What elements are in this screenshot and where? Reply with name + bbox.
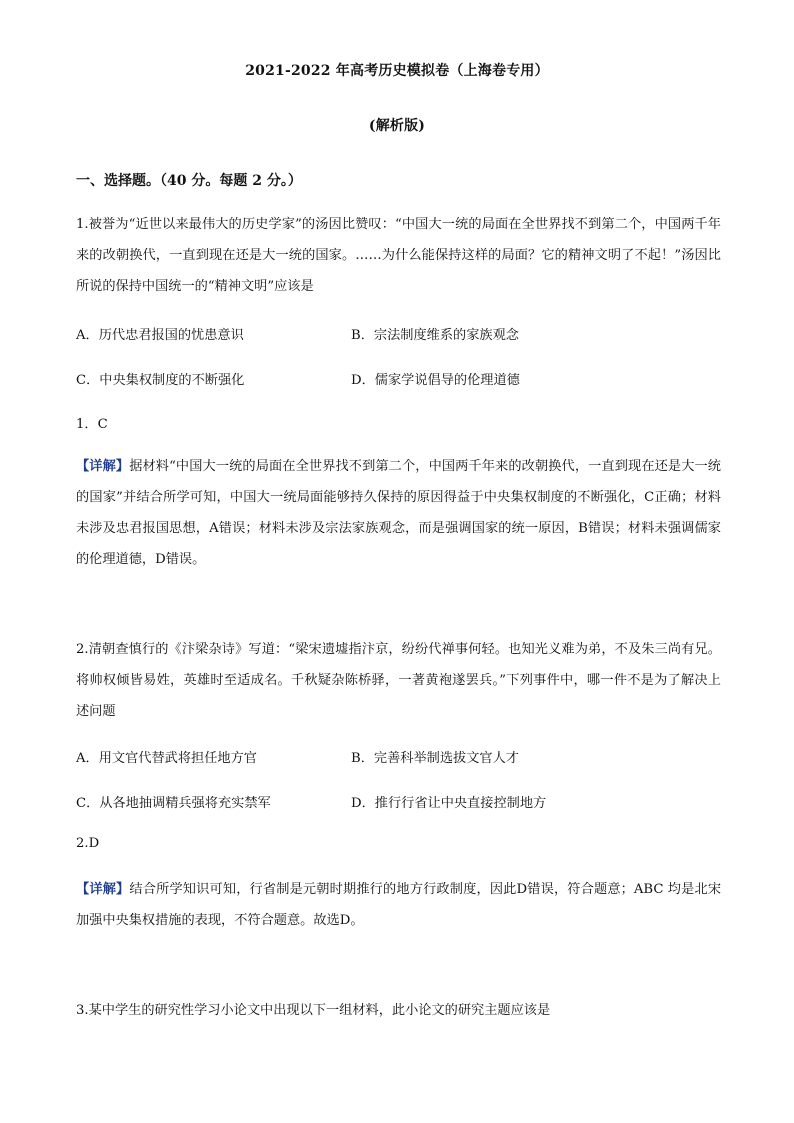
q2-option-d: D．推行行省让中央直接控制地方 xyxy=(351,796,547,811)
q1-analysis-text: 据材料“中国大一统的局面在全世界找不到第二个，中国两千年来的改朝换代，一直到现在还是大一统的国家”并结合所学可知，中国大一统局面能够持久保持的原因得益于中央集权制度的不断强化，C正确；材料未涉及忠君报国思想，A错误；材料未涉及宗法家族观念，而是强调国家的统一原因，B错误；材料未强调儒家的伦理道德，D错误。 xyxy=(76,459,721,567)
section-heading: 一、选择题。（40 分。每题 2 分。） xyxy=(76,173,302,189)
document-subtitle: (解析版) xyxy=(368,118,426,134)
q2-analysis xyxy=(76,874,721,936)
q2-analysis-text: 结合所学知识可知，行省制是元朝时期推行的地方行政制度，因此D错误，符合题意；ABC 均是北宋加强中央集权措施的表现，不符合题意。故选D。 xyxy=(76,882,722,928)
q1-answer: 1．C xyxy=(76,417,108,432)
q1-option-d: D．儒家学说倡导的伦理道德 xyxy=(351,373,520,388)
q2-option-c: C．从各地抽调精兵强将充实禁军 xyxy=(76,796,271,811)
q2-option-a: A．用文官代替武将担任地方官 xyxy=(76,751,257,766)
q2-option-b: B．完善科举制选拔文官人才 xyxy=(351,751,519,766)
q1-option-c: C．中央集权制度的不断强化 xyxy=(76,373,245,388)
q1-analysis xyxy=(76,451,721,575)
question-1-stem: 1.被誉为“近世以来最伟大的历史学家”的汤因比赞叹：“中国大一统的局面在全世界找不到第二个，中国两千年来的改朝换代，一直到现在还是大一统的国家。……为什么能保持这样的局面？它的精神文明了不起！”汤因比所说的保持中国统一的“精神文明”应该是 xyxy=(76,217,721,294)
question-3-stem: 3.某中学生的研究性学习小论文中出现以下一组材料，此小论文的研究主题应该是 xyxy=(76,1003,551,1018)
q1-option-b: B．宗法制度维系的家族观念 xyxy=(351,328,519,343)
q1-detail-tag: 【详解】 xyxy=(76,459,130,474)
q2-answer: 2.D xyxy=(76,836,100,851)
document-title: 2021-2022 年高考历史模拟卷（上海卷专用） xyxy=(245,63,549,79)
question-2-stem: 2.清朝查慎行的《汴梁杂诗》写道：“梁宋遗墟指汴京，纷纷代禅事何轻。也知光义难为弟，不及朱三尚有兄。将帅权倾皆易姓，英雄时至适成名。千秋疑杂陈桥驿，一著黄袍遂罢兵。”下列事件中，哪一件不是为了解决上述问题 xyxy=(76,642,721,719)
q2-detail-tag: 【详解】 xyxy=(76,882,130,897)
q1-option-a: A．历代忠君报国的忧患意识 xyxy=(76,328,244,343)
